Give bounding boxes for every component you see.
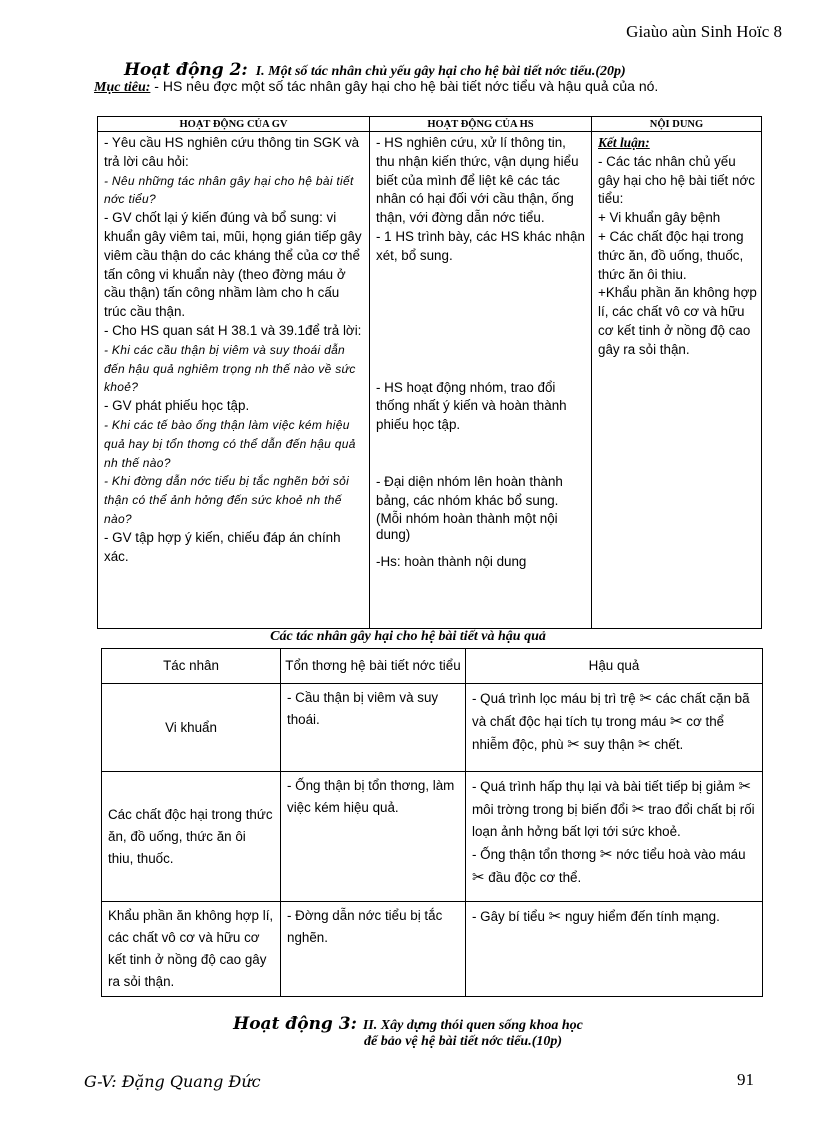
consequence-text: - Quá trình lọc máu bị trì trệ [472, 691, 640, 706]
consequence-text: nguy hiểm đến tính mạng. [561, 909, 720, 924]
hs-step: (Mỗi nhóm hoàn thành một nội dung) [376, 510, 558, 542]
activity-table-header [98, 117, 762, 132]
consequence-text: cơ thể nhiễm độc, phù [472, 714, 725, 752]
consequence-line [472, 905, 756, 928]
consequence-cell [466, 684, 763, 772]
activity-3-heading [0, 1014, 816, 1049]
activity-2-title: I. Một số tác nhân chủ yếu gây hại cho hệ bài tiết nớc tiểu.(20p) [255, 64, 626, 79]
consequence-line [472, 843, 756, 889]
damage-cell: - Ống thận bị tổn thơng, làm việc kém hiệu quả. [281, 772, 466, 902]
gv-question: - Khi các tế bào ống thận làm việc kém hiệu quả hay bị tổn thơng có thể dẫn đến hậu quả nh thế nào? [104, 417, 356, 470]
conclusion-line: + Vi khuẩn gây bệnh [598, 210, 721, 226]
table-row [102, 684, 763, 772]
activity-3-label: Hoạt động 3: [233, 1014, 357, 1034]
conclusion-heading: Kết luận: [598, 135, 650, 150]
gv-column [98, 132, 370, 629]
agents-table [101, 648, 763, 997]
activity-3-title: II. Xây dựng thói quen sống khoa học [362, 1018, 583, 1033]
conclusion-line: +Khẩu phần ăn không hợp lí, các chất vô cơ và hữu cơ kết tinh ở nồng độ cao gây ra sỏi thận. [598, 285, 757, 357]
conclusion-line: - Các tác nhân chủ yếu gây hại cho hệ bài tiết nớc tiểu: [598, 153, 755, 207]
gv-step: - GV chốt lại ý kiến đúng và bổ sung: vi khuẩn gây viêm tai, mũi, họng gián tiếp gây viêm cầu thận do các kháng thể của cơ thể tấn công vi khuẩn này (theo đờng máu ở cầu thận) tấn công nhầm làm cho h cấu trúc cầu thận. [104, 210, 362, 320]
consequence-line [472, 687, 756, 756]
content-column [592, 132, 762, 629]
author-signature: G-V: Đặng Quang Đức [84, 1072, 261, 1091]
gv-question: - Khi đờng dẫn nớc tiểu bị tắc nghẽn bởi sỏi thận có thể ảnh hởng đến sức khoẻ nh thế nào? [104, 474, 350, 526]
page-number: 91 [737, 1070, 754, 1089]
header-content: NỘI DUNG [592, 117, 762, 132]
consequence-text: suy thận [579, 737, 638, 752]
activity-2-label: Hoạt động 2: [124, 60, 248, 80]
consequence-text: - Ống thận tổn thơng [472, 847, 600, 862]
scissors-icon: ✂ [738, 777, 752, 795]
conclusion-line: + Các chất độc hại trong thức ăn, đồ uống, thuốc, thức ăn ôi thiu. [598, 228, 744, 282]
consequence-text: các chất cặn bã và chất độc hại tích tụ trong máu [472, 691, 750, 729]
gv-question: - Nêu những tác nhân gây hại cho hệ bài tiết nớc tiểu? [104, 173, 354, 207]
hs-step: - HS hoạt động nhóm, trao đổi thống nhất ý kiến và hoàn thành phiếu học tập. [376, 379, 567, 433]
agent-cell: Các chất độc hại trong thức ăn, đồ uống, thức ăn ôi thiu, thuốc. [102, 772, 281, 902]
hs-step: - HS nghiên cứu, xử lí thông tin, thu nhận kiến thức, vận dụng hiểu biết của mình để liệt kê các tác nhân có hại đối với cầu thận, ống thận, với đờng dẫn nớc tiểu. [376, 135, 579, 226]
gv-step: - Yêu cầu HS nghiên cứu thông tin SGK và trả lời câu hỏi: [104, 135, 360, 169]
scissors-icon: ✂ [599, 845, 613, 863]
hs-column [370, 132, 592, 629]
activity-table [97, 116, 762, 629]
table2-caption: Các tác nhân gây hại cho hệ bài tiết và hậu quả [270, 629, 546, 644]
consequence-cell [466, 902, 763, 997]
gv-question: - Khi các cầu thận bị viêm và suy thoái dẫn đến hậu quả nghiêm trọng nh thế nào về sức khoẻ? [104, 342, 356, 395]
header-damage: Tổn thơng hệ bài tiết nớc tiểu [281, 649, 466, 684]
activity-3-title-line2: để bảo vệ hệ bài tiết nớc tiểu.(10p) [364, 1034, 563, 1049]
table-row [102, 772, 763, 902]
consequence-text: đầu độc cơ thể. [484, 870, 582, 885]
damage-cell: - Đờng dẫn nớc tiểu bị tắc nghẽn. [281, 902, 466, 997]
book-title: Giaùo aùn Sinh Hoïc 8 [626, 22, 782, 41]
scissors-icon: ✂ [548, 907, 562, 925]
activity-2-heading [124, 60, 626, 80]
objective [94, 78, 766, 96]
gv-step: - GV tập hợp ý kiến, chiếu đáp án chính xác. [104, 529, 341, 564]
agent-cell: Vi khuẩn [102, 684, 281, 772]
consequence-line [472, 775, 756, 843]
damage-cell: - Cầu thận bị viêm và suy thoái. [281, 684, 466, 772]
scissors-icon: ✂ [472, 868, 485, 886]
activity-table-row [98, 132, 762, 629]
header-agent: Tác nhân [102, 649, 281, 684]
consequence-text: - Gây bí tiểu [472, 909, 549, 924]
scissors-icon: ✂ [639, 689, 653, 707]
objective-label: Mục tiêu: [94, 80, 151, 95]
agents-table-header [102, 649, 763, 684]
scissors-icon: ✂ [567, 735, 580, 753]
objective-text: - HS nêu đợc một số tác nhân gây hại cho hệ bài tiết nớc tiểu và hậu quả của nó. [150, 78, 659, 94]
header-hs: HOẠT ĐỘNG CỦA HS [370, 117, 592, 132]
gv-step: - GV phát phiếu học tập. [104, 398, 250, 414]
hs-step: -Hs: hoàn thành nội dung [376, 553, 527, 569]
consequence-text: trao đổi chất bị rối loạn ảnh hởng bất lợi tới sức khoẻ. [472, 802, 755, 839]
hs-step: - 1 HS trình bày, các HS khác nhận xét, bổ sung. [376, 228, 585, 263]
table-row [102, 902, 763, 997]
gv-step: - Cho HS quan sát H 38.1 và 39.1để trả lời: [104, 322, 362, 338]
consequence-text: môi trờng trong bị biến đổi [472, 802, 632, 817]
hs-step: - Đại diện nhóm lên hoàn thành bảng, các nhóm khác bổ sung. [376, 473, 563, 508]
scissors-icon: ✂ [670, 712, 683, 730]
consequence-cell [466, 772, 763, 902]
agent-cell: Khẩu phần ăn không hợp lí, các chất vô cơ và hữu cơ kết tinh ở nồng độ cao gây ra sỏi thận. [102, 902, 281, 997]
consequence-text: nớc tiểu hoà vào máu [612, 847, 746, 862]
header-gv: HOẠT ĐỘNG CỦA GV [98, 117, 370, 132]
consequence-text: - Quá trình hấp thụ lại và bài tiết tiếp bị giảm [472, 779, 739, 794]
scissors-icon: ✂ [637, 735, 651, 753]
consequence-text: chết. [650, 737, 684, 752]
scissors-icon: ✂ [631, 800, 645, 818]
header-consequence: Hậu quả [466, 649, 763, 684]
